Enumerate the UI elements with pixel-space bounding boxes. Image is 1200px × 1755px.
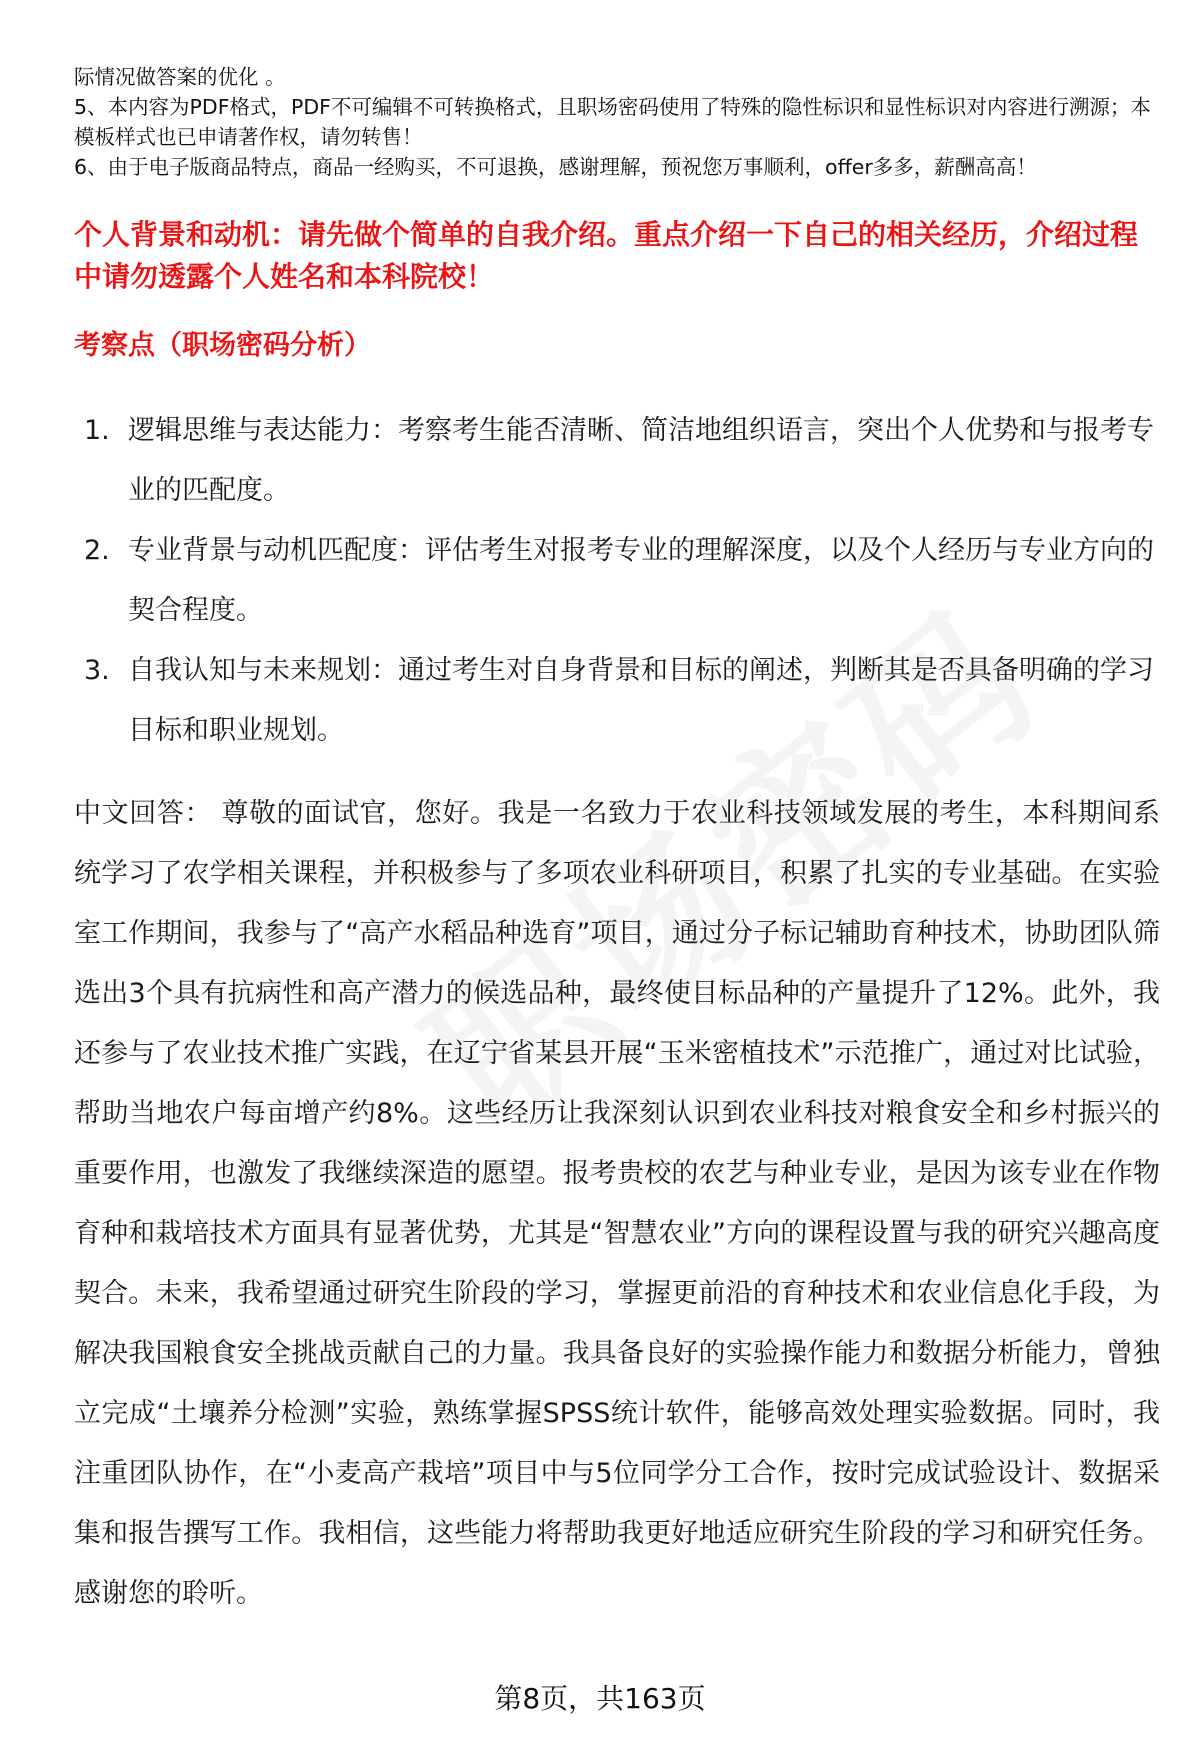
answer-paragraph: 中文回答： 尊敬的面试官，您好。我是一名致力于农业科技领域发展的考生，本科期间系统学习了农学相关课程，并积极参与了多项农业科研项目，积累了扎实的专业基础。在实验室工作期间，我参与了“高产水稻品种选育”项目，通过分子标记辅助育种技术，协助团队筛选出3个具有抗病性和高产潜力的候选品种，最终使目标品种的产量提升了12%。此外，我还参与了农业技术推广实践，在辽宁省某县开展“玉米密植技术”示范推广，通过对比试验，帮助当地农户每亩增产约8%。这些经历让我深刻认识到农业科技对粮食安全和乡村振兴的重要作用，也激发了我继续深造的愿望。报考贵校的农艺与种业专业，是因为该专业在作物育种和栽培技术方面具有显著优势，尤其是“智慧农业”方向的课程设置与我的研究兴趣高度契合。未来，我希望通过研究生阶段的学习，掌握更前沿的育种技术和农业信息化手段，为解决我国粮食安全挑战贡献自己的力量。我具备良好的实验操作能力和数据分析能力，曾独立完成“土壤养分检测”实验，熟练掌握SPSS统计软件，能够高效处理实验数据。同时，我注重团队协作，在“小麦高产栽培”项目中与5位同学分工合作，按时完成试验设计、数据采集和报告撰写工作。我相信，这些能力将帮助我更好地适应研究生阶段的学习和研究任务。感谢您的聆听。	[74, 798, 1160, 1609]
page-number: 第8页，共163页	[494, 1682, 706, 1715]
list-item	[74, 401, 1154, 521]
list-item-number: 3.	[84, 655, 110, 686]
list-item	[74, 641, 1154, 761]
list-item-text: 逻辑思维与表达能力：考察考生能否清晰、简洁地组织语言，突出个人优势和与报考专业的匹配度。	[128, 415, 1154, 506]
list-item-number: 1.	[84, 415, 110, 446]
points-title: 考察点（职场密码分析）	[74, 330, 371, 361]
question-title: 个人背景和动机：请先做个简单的自我介绍。重点介绍一下自己的相关经历，介绍过程中请勿透露个人姓名和本科院校！	[74, 218, 1139, 293]
list-item-number: 2.	[84, 535, 110, 566]
note-line: 6、由于电子版商品特点，商品一经购买，不可退换，感谢理解，预祝您万事顺利，offer多多，薪酬高高！	[74, 155, 1037, 179]
note-line: 5、本内容为PDF格式，PDF不可编辑不可转换格式，且职场密码使用了特殊的隐性标识和显性标识对内容进行溯源；本模板样式也已申请著作权，请勿转售！	[74, 95, 1151, 149]
assessment-points-list	[74, 401, 1154, 761]
list-item	[74, 521, 1154, 641]
list-item-text: 自我认知与未来规划：通过考生对自身背景和目标的阐述，判断其是否具备明确的学习目标和职业规划。	[128, 655, 1154, 746]
notes-section	[74, 62, 1154, 182]
note-line: 际情况做答案的优化 。	[74, 65, 286, 89]
list-item-text: 专业背景与动机匹配度：评估考生对报考专业的理解深度，以及个人经历与专业方向的契合程度。	[128, 535, 1154, 626]
